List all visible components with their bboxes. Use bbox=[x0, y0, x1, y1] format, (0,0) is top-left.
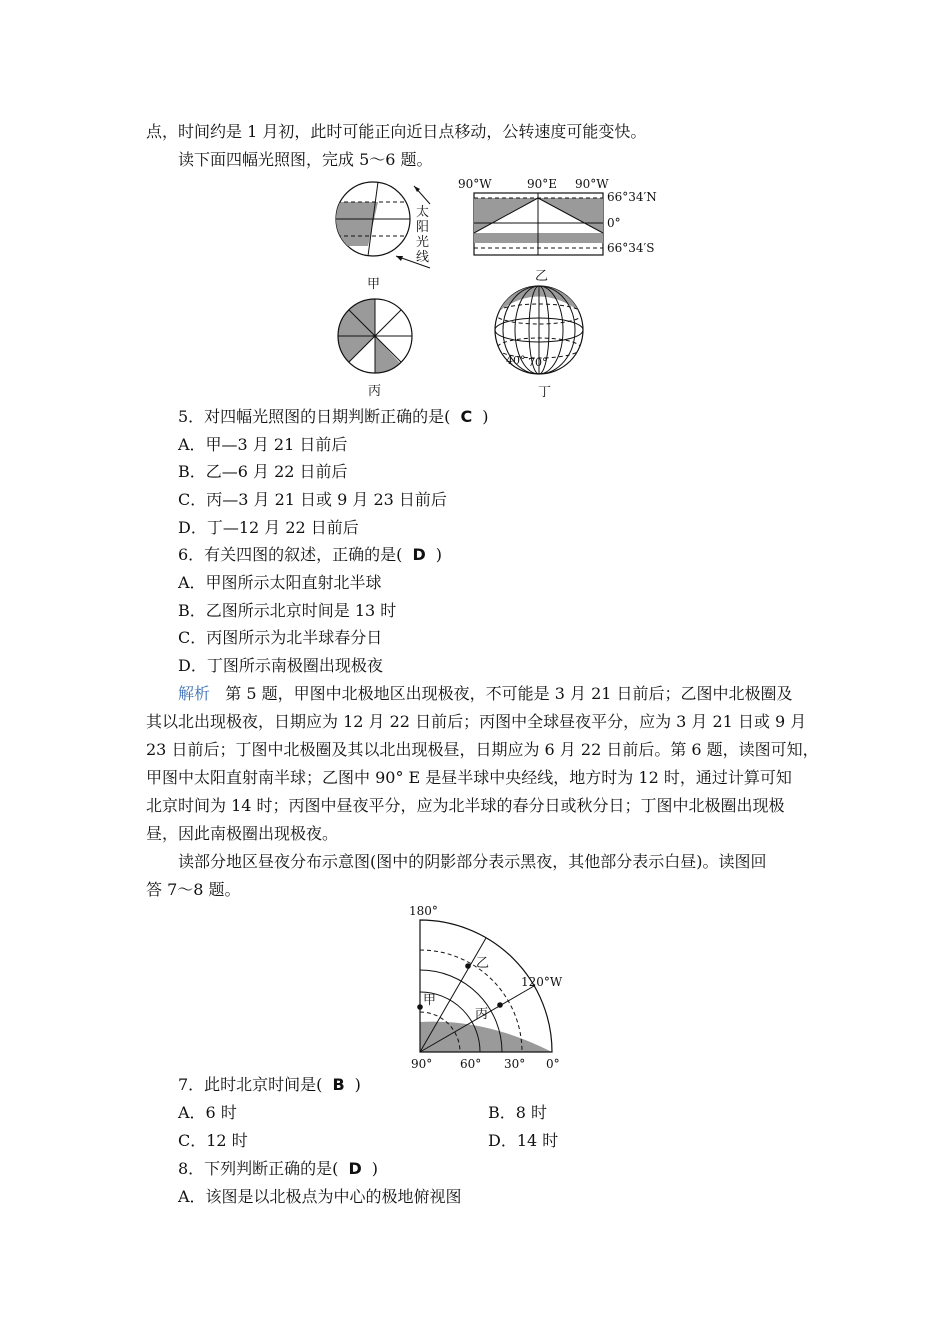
yi-top-mid: 90°E bbox=[527, 177, 558, 191]
analysis-line-2: 其以北出现极夜，日期应为 12 月 22 日前后；丙图中全球昼夜平分，应为 3 月 21 日或 9 月 bbox=[146, 712, 807, 731]
q56-intro: 读下面四幅光照图，完成 5～6 题。 bbox=[178, 150, 433, 169]
intro-line: 点，时间约是 1 月初，此时可能正向近日点移动，公转速度可能变快。 bbox=[146, 122, 647, 141]
jia-label: 甲 bbox=[367, 277, 381, 292]
q5-option-d: D．丁—12 月 22 日前后 bbox=[178, 518, 359, 537]
figure-jia bbox=[330, 176, 440, 291]
yi-lat-bottom: 66°34′S bbox=[607, 241, 655, 255]
fig2-bottom-0: 0° bbox=[546, 1057, 560, 1071]
analysis-label: 解析 bbox=[178, 684, 211, 703]
q5-answer: C bbox=[460, 407, 473, 426]
fig2-bottom-90: 90° bbox=[411, 1057, 433, 1071]
fig2-bottom-60: 60° bbox=[460, 1057, 482, 1071]
fig2-jia: 甲 bbox=[423, 993, 437, 1008]
analysis-line-3: 23 日前后；丁图中北极圈及其以北出现极昼，日期应为 6 月 22 日前后。第 6 题，读图可知， bbox=[146, 740, 819, 759]
bing-label: 丙 bbox=[368, 384, 382, 399]
q6-option-b: B．乙图所示北京时间是 13 时 bbox=[178, 601, 397, 620]
q5-option-b: B．乙—6 月 22 日前后 bbox=[178, 462, 348, 481]
fig2-bing: 丙 bbox=[475, 1007, 489, 1022]
q6-option-a: A．甲图所示太阳直射北半球 bbox=[178, 573, 382, 592]
q5-stem: 5．对四幅光照图的日期判断正确的是( C ) bbox=[178, 407, 489, 426]
q78-intro-1: 读部分地区昼夜分布示意图(图中的阴影部分表示黑夜，其他部分表示白昼)。读图回 bbox=[178, 852, 767, 871]
figure-yi bbox=[455, 176, 695, 286]
q5-option-c: C．丙—3 月 21 日或 9 月 23 日前后 bbox=[178, 490, 447, 509]
sun-label-3: 光 bbox=[416, 235, 430, 250]
q78-intro-2: 答 7～8 题。 bbox=[146, 880, 241, 899]
q7-option-d: D．14 时 bbox=[488, 1131, 559, 1150]
yi-lat-top: 66°34′N bbox=[607, 190, 657, 204]
q6-stem: 6．有关四图的叙述，正确的是( D ) bbox=[178, 545, 442, 564]
yi-top-right: 90°W bbox=[575, 177, 609, 191]
q8-answer: D bbox=[348, 1159, 362, 1178]
sun-label-1: 太 bbox=[416, 205, 430, 220]
yi-lat-mid: 0° bbox=[607, 216, 621, 230]
q7-option-a: A．6 时 bbox=[178, 1103, 237, 1122]
q8-stem: 8．下列判断正确的是( D ) bbox=[178, 1159, 378, 1178]
ding-lon2: 70° bbox=[528, 356, 548, 369]
fig2-top-label: 180° bbox=[409, 904, 438, 918]
q5-option-a: A．甲—3 月 21 日前后 bbox=[178, 435, 348, 454]
q6-answer: D bbox=[412, 545, 426, 564]
analysis-line-6: 昼，因此南极圈出现极夜。 bbox=[146, 824, 339, 843]
q7-stem: 7．此时北京时间是( B ) bbox=[178, 1075, 361, 1094]
q6-option-c: C．丙图所示为北半球春分日 bbox=[178, 628, 383, 647]
q6-option-d: D．丁图所示南极圈出现极夜 bbox=[178, 656, 383, 675]
fig2-yi: 乙 bbox=[476, 956, 490, 971]
ding-label: 丁 bbox=[538, 385, 552, 400]
yi-label: 乙 bbox=[535, 269, 549, 284]
yi-top-left: 90°W bbox=[458, 177, 492, 191]
figure-day-night bbox=[405, 900, 595, 1075]
analysis-line-4: 甲图中太阳直射南半球；乙图中 90° E 是昼半球中央经线，地方时为 12 时，通过计算可知 bbox=[146, 768, 792, 787]
analysis-line-1: 解析 第 5 题，甲图中北极地区出现极夜，不可能是 3 月 21 日前后；乙图中北极圈及 bbox=[178, 684, 793, 703]
point-bing bbox=[497, 1002, 503, 1008]
q8-option-a: A．该图是以北极点为中心的极地俯视图 bbox=[178, 1187, 462, 1206]
q7-option-c: C．12 时 bbox=[178, 1131, 248, 1150]
sun-label-2: 阳 bbox=[416, 220, 430, 235]
fig2-bottom-30: 30° bbox=[504, 1057, 526, 1071]
q7-answer: B bbox=[332, 1075, 345, 1094]
ding-lon1: 40° bbox=[506, 354, 526, 367]
analysis-line-5: 北京时间为 14 时；丙图中昼夜平分，应为北半球的春分日或秋分日；丁图中北极圈出现极 bbox=[146, 796, 785, 815]
fig2-right-label: 120°W bbox=[521, 975, 563, 989]
q7-option-b: B．8 时 bbox=[488, 1103, 548, 1122]
sun-label-4: 线 bbox=[416, 250, 430, 265]
point-jia bbox=[417, 1004, 423, 1010]
figure-ding bbox=[484, 284, 594, 402]
point-yi bbox=[465, 963, 471, 969]
figure-bing bbox=[330, 296, 420, 401]
